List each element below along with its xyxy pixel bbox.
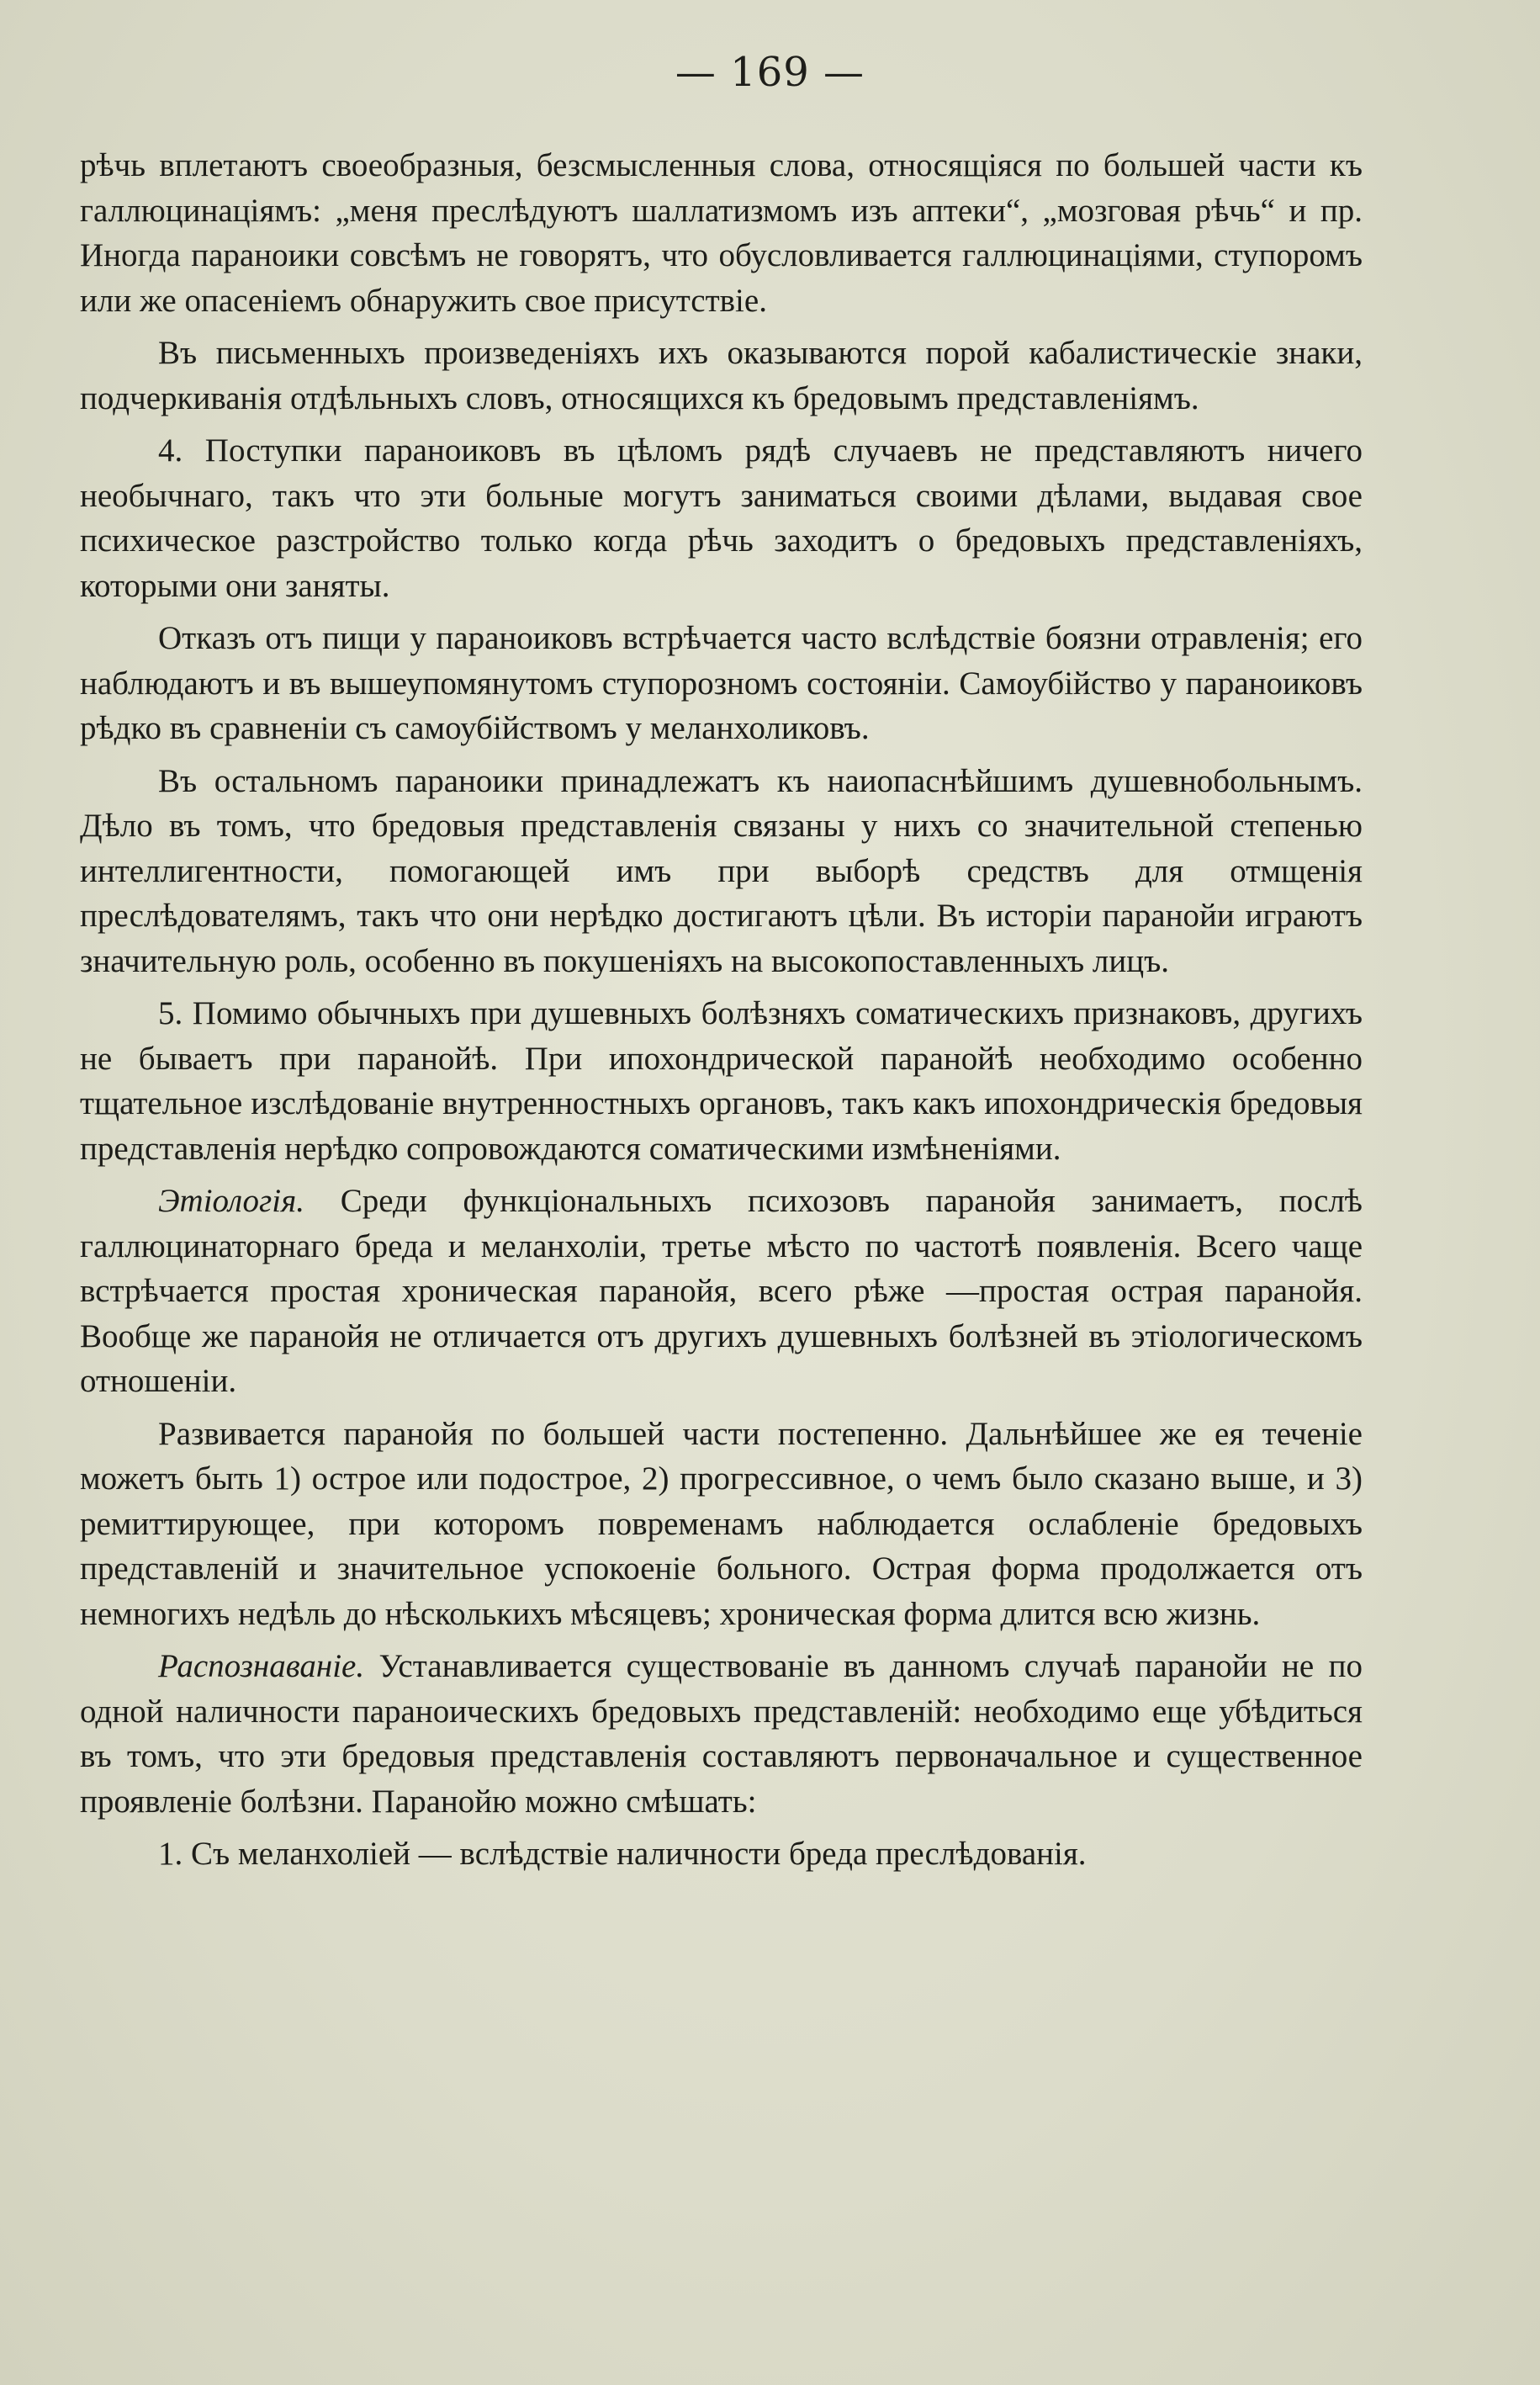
paragraph xyxy=(80,1831,1363,1877)
paragraph-text: 4. Поступки параноиковъ въ цѣломъ рядѣ случаевъ не представляютъ ничего необычнаго, такъ что эти больные могутъ заниматься своими дѣлами, выдавая свое психическое разстройство только когда рѣчь заходитъ о бредовыхъ представленiяхъ, которыми они заняты. xyxy=(80,432,1363,604)
paragraph-text: рѣчь вплетаютъ своеобразныя, безсмысленныя слова, относящiяся по большей части къ галлюцинацiямъ: „меня преслѣдуютъ шаллатизмомъ изъ аптеки“, „мозговая рѣчь“ и пр. Иногда параноики совсѣмъ не говорятъ, что обусловливается галлюцинацiями, ступоромъ или же опасенiемъ обнаружить свое присутствiе. xyxy=(80,147,1363,319)
paragraph xyxy=(80,616,1363,751)
section-heading-diagnosis: Распознаванiе. xyxy=(158,1648,365,1684)
paragraph xyxy=(80,991,1363,1171)
paragraph-text: Устанавливается существованiе въ данномъ случаѣ паранойи не по одной наличности параноическихъ бредовыхъ представленiй: необходимо еще убѣдиться въ томъ, что эти бредовыя представленiя составляютъ первоначальное и существенное проявленiе болѣзни. Паранойю можно смѣшать: xyxy=(80,1648,1363,1820)
paragraph xyxy=(80,1412,1363,1637)
body-text xyxy=(80,143,1363,1884)
paragraph-text: Развивается паранойя по большей части постепенно. Дальнѣйшее же ея теченiе можетъ быть 1) острое или подострое, 2) прогрессивное, о чемъ было сказано выше, и 3) ремиттирующее, при которомъ повременамъ наблюдается ослабленiе бредовыхъ представленiй и значительное успокоенiе больного. Острая форма продолжается отъ немногихъ недѣль до нѣсколькихъ мѣсяцевъ; хроническая форма длится всю жизнь. xyxy=(80,1415,1363,1632)
section-heading-etiology: Этiологiя. xyxy=(158,1183,304,1219)
page-number: — 169 — xyxy=(675,49,865,96)
paragraph xyxy=(80,759,1363,984)
paragraph xyxy=(80,1179,1363,1404)
paragraph-text: Отказъ отъ пищи у параноиковъ встрѣчается часто вслѣдствiе боязни отравленiя; его наблюдаютъ и въ вышеупомянутомъ ступорозномъ состоянiи. Самоубiйство у параноиковъ рѣдко въ сравненiи съ самоубiйствомъ у меланхоликовъ. xyxy=(80,620,1363,746)
paragraph-text: 1. Съ меланхолiей — вслѣдствiе наличности бреда преслѣдованiя. xyxy=(158,1836,1087,1872)
paragraph-text: 5. Помимо обычныхъ при душевныхъ болѣзняхъ соматическихъ признаковъ, другихъ не бываетъ при паранойѣ. При ипохондрической паранойѣ необходимо особенно тщательное изслѣдованiе внутренностныхъ органовъ, такъ какъ ипохондрическiя бредовыя представленiя нерѣдко сопровождаются соматическими измѣненiями. xyxy=(80,995,1363,1167)
paragraph xyxy=(80,1644,1363,1824)
paragraph xyxy=(80,143,1363,323)
paragraph-text: Въ остальномъ параноики принадлежатъ къ наиопаснѣйшимъ душевнобольнымъ. Дѣло въ томъ, что бредовыя представленiя связаны у нихъ со значительной степенью интеллигентности, помогающей имъ при выборѣ средствъ для отмщенiя преслѣдователямъ, такъ что они нерѣдко достигаютъ цѣли. Въ исторiи паранойи играютъ значительную роль, особенно въ покушенiяхъ на высокопоставленныхъ лицъ. xyxy=(80,762,1363,979)
paragraph xyxy=(80,428,1363,608)
paragraph-text: Въ письменныхъ произведенiяхъ ихъ оказываются порой кабалистическiе знаки, подчеркиванiя отдѣльныхъ словъ, относящихся къ бредовымъ представленiямъ. xyxy=(80,335,1363,416)
paragraph xyxy=(80,331,1363,421)
paragraph-text: Среди функцiональныхъ психозовъ паранойя занимаетъ, послѣ галлюцинаторнаго бреда и меланхолiи, третье мѣсто по частотѣ появленiя. Всего чаще встрѣчается простая хроническая паранойя, всего рѣже —простая острая паранойя. Вообще же паранойя не отличается отъ другихъ душевныхъ болѣзней въ этiологическомъ отношенiи. xyxy=(80,1183,1363,1399)
